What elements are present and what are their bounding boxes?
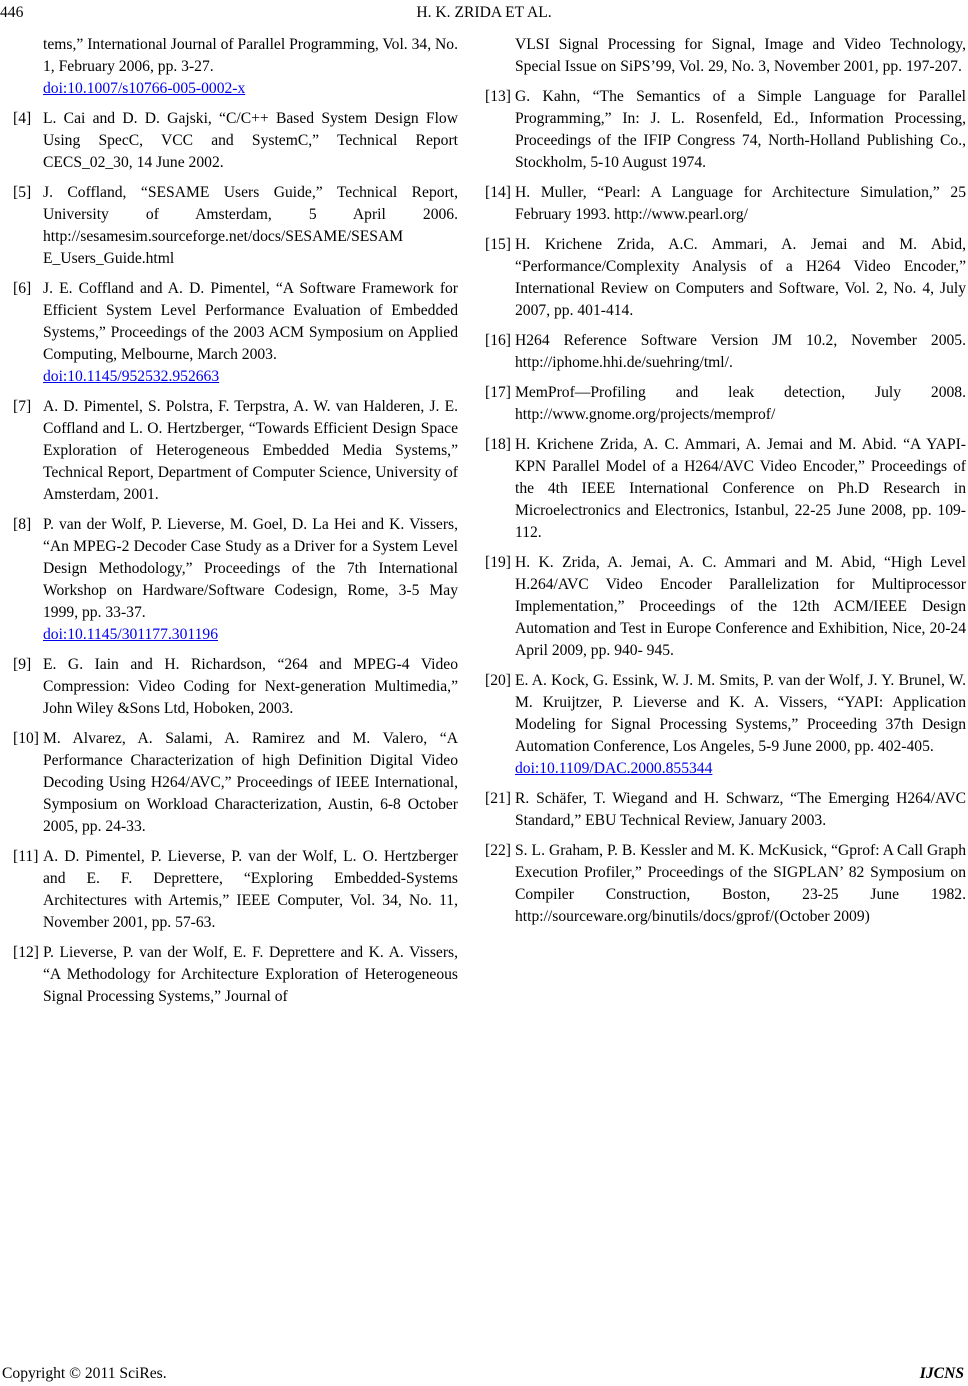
reference-text: A. D. Pimentel, P. Lieverse, P. van der Wolf, L. O. Hertzberger and E. F. Deprettere, “Exploring Embedded-Systems Architectures with Artemis,” IEEE Computer, Vol. 34, No. 11, November 2001, pp. 57-63. (43, 848, 458, 931)
reference-number: [17] (485, 384, 511, 401)
reference-item (13, 728, 458, 838)
reference-item (13, 278, 458, 388)
reference-text: S. L. Graham, P. B. Kessler and M. K. McKusick, “Gprof: A Call Graph Execution Profiler,” Proceedings of the SIGPLAN’ 82 Symposium on Compiler Construction, Boston, 23-25 June 1982. http://sourceware.org/binutils/docs/gprof/(October 2009) (515, 842, 966, 925)
page-footer (0, 1363, 968, 1385)
reference-number: [13] (485, 88, 511, 105)
reference-text: MemProf—Profiling and leak detection, July 2008. http://www.gnome.org/projects/memprof/ (515, 384, 966, 423)
reference-item (485, 234, 966, 322)
page-header (0, 2, 968, 24)
reference-number: [5] (13, 184, 32, 201)
reference-number: [18] (485, 436, 511, 453)
reference-item (13, 396, 458, 506)
reference-item (485, 552, 966, 662)
reference-text: P. Lieverse, P. van der Wolf, E. F. Deprettere and K. A. Vissers, “A Methodology for Architecture Exploration of Heterogeneous Signal Processing Systems,” Journal of (43, 944, 458, 1005)
doi-link[interactable]: doi:10.1145/301177.301196 (43, 626, 218, 643)
doi-link[interactable]: doi:10.1007/s10766-005-0002-x (43, 80, 246, 97)
reference-item (13, 846, 458, 934)
reference-item (13, 654, 458, 720)
reference-item (500, 34, 966, 78)
reference-text: P. van der Wolf, P. Lieverse, M. Goel, D. La Hei and K. Vissers, “An MPEG-2 Decoder Case Study as a Driver for a System Level Design Methodology,” Proceedings of the 7th International Workshop on Hardware/Software Codesign, Rome, 3-5 May 1999, pp. 33-37. (43, 516, 458, 621)
copyright-notice: Copyright © 2011 SciRes. (2, 1365, 167, 1382)
reference-number: [20] (485, 672, 511, 689)
reference-number: [15] (485, 236, 511, 253)
reference-text: A. D. Pimentel, S. Polstra, F. Terpstra, A. W. van Halderen, J. E. Coffland and L. O. Hertzberger, “Towards Efficient Design Space Exploration of Heterogeneous Embedded Media Systems,” Technical Report, Department of Computer Science, University of Amsterdam, 2001. (43, 398, 458, 503)
reference-number: [7] (13, 398, 32, 415)
reference-item (485, 434, 966, 544)
reference-item (485, 382, 966, 426)
doi-link[interactable]: doi:10.1145/952532.952663 (43, 368, 220, 385)
reference-item (13, 942, 458, 1008)
reference-item (485, 840, 966, 928)
reference-number: [9] (13, 656, 32, 673)
reference-number: [22] (485, 842, 511, 859)
reference-text: M. Alvarez, A. Salami, A. Ramirez and M. Valero, “A Performance Characterization of high Definition Digital Video Decoding Using H264/AVC,” Proceedings of IEEE International, Symposium on Workload Characterization, Austin, 6-8 October 2005, pp. 24-33. (43, 730, 458, 835)
reference-item (485, 788, 966, 832)
reference-text: G. Kahn, “The Semantics of a Simple Language for Parallel Programming,” In: J. L. Rosenfeld, Ed., Information Processing, Proceedings of the IFIP Congress 74, North-Holland Publishing Co., Stockholm, 5-10 August 1974. (515, 88, 966, 171)
reference-text: tems,” International Journal of Parallel Programming, Vol. 34, No. 1, February 2006, pp. 3-27. (43, 36, 458, 75)
reference-number: [19] (485, 554, 511, 571)
reference-text: H. K. Zrida, A. Jemai, A. C. Ammari and M. Abid, “High Level H.264/AVC Video Encoder Parallelization for Multiprocessor Implementation,” Proceedings of the 12th ACM/IEEE Design Automation and Test in Europe Conference and Exhibition, Nice, 20-24 April 2009, pp. 940- 945. (515, 554, 966, 659)
running-title: H. K. ZRIDA ET AL. (416, 4, 552, 21)
reference-number: [16] (485, 332, 511, 349)
reference-item (485, 330, 966, 374)
reference-text: H. Krichene Zrida, A.C. Ammari, A. Jemai and M. Abid, “Performance/Complexity Analysis of a H264 Video Encoder,” International Review on Computers and Software, Vol. 2, No. 4, July 2007, pp. 401-414. (515, 236, 966, 319)
right-column (485, 34, 966, 936)
reference-text: H. Muller, “Pearl: A Language for Architecture Simulation,” 25 February 1993. http://www.pearl.org/ (515, 184, 966, 223)
reference-text: J. Coffland, “SESAME Users Guide,” Technical Report, University of Amsterdam, 5 April 2006. http://sesamesim.sourceforge.net/docs/SESAME/SESAM E_Users_Guide.html (43, 184, 458, 267)
reference-text: L. Cai and D. D. Gajski, “C/C++ Based System Design Flow Using SpecC, VCC and SystemC,” Technical Report CECS_02_30, 14 June 2002. (43, 110, 458, 171)
reference-text: H. Krichene Zrida, A. C. Ammari, A. Jemai and M. Abid. “A YAPI-KPN Parallel Model of a H264/AVC Video Encoder,” Proceedings of the 4th IEEE International Conference on Ph.D Research in Microelectronics and Electronics, Istanbul, 22-25 June 2008, pp. 109-112. (515, 436, 966, 541)
reference-number: [8] (13, 516, 32, 533)
reference-number: [12] (13, 944, 39, 961)
reference-text: H264 Reference Software Version JM 10.2, November 2005. http://iphome.hhi.de/suehring/tml/. (515, 332, 966, 371)
reference-text: E. G. Iain and H. Richardson, “264 and MPEG-4 Video Compression: Video Coding for Next-generation Multimedia,” John Wiley &Sons Ltd, Hoboken, 2003. (43, 656, 458, 717)
reference-item (485, 670, 966, 780)
reference-number: [21] (485, 790, 511, 807)
reference-item (13, 182, 458, 270)
reference-number: [10] (13, 730, 39, 747)
page-number: 446 (0, 4, 24, 21)
reference-item (13, 108, 458, 174)
reference-text: VLSI Signal Processing for Signal, Image and Video Technology, Special Issue on SiPS’99, Vol. 29, No. 3, November 2001, pp. 197-207. (515, 36, 966, 75)
reference-item (13, 514, 458, 646)
doi-link[interactable]: doi:10.1109/DAC.2000.855344 (515, 760, 713, 777)
left-column (13, 34, 458, 1016)
reference-number: [14] (485, 184, 511, 201)
reference-text: J. E. Coffland and A. D. Pimentel, “A Software Framework for Efficient System Level Performance Evaluation of Embedded Systems,” Proceedings of the 2003 ACM Symposium on Applied Computing, Melbourne, March 2003. (43, 280, 458, 363)
reference-item (28, 34, 458, 100)
reference-number: [6] (13, 280, 32, 297)
journal-name: IJCNS (919, 1365, 964, 1382)
reference-item (485, 182, 966, 226)
reference-number: [11] (13, 848, 39, 865)
reference-text: E. A. Kock, G. Essink, W. J. M. Smits, P. van der Wolf, J. Y. Brunel, W. M. Kruijtzer, P. Lieverse and K. A. Vissers, “YAPI: Application Modeling for Signal Processing Systems,” Proceeding 37th Design Automation Conference, Los Angeles, 5-9 June 2000, pp. 402-405. (515, 672, 966, 755)
reference-number: [4] (13, 110, 32, 127)
reference-item (485, 86, 966, 174)
reference-text: R. Schäfer, T. Wiegand and H. Schwarz, “The Emerging H264/AVC Standard,” EBU Technical Review, January 2003. (515, 790, 966, 829)
